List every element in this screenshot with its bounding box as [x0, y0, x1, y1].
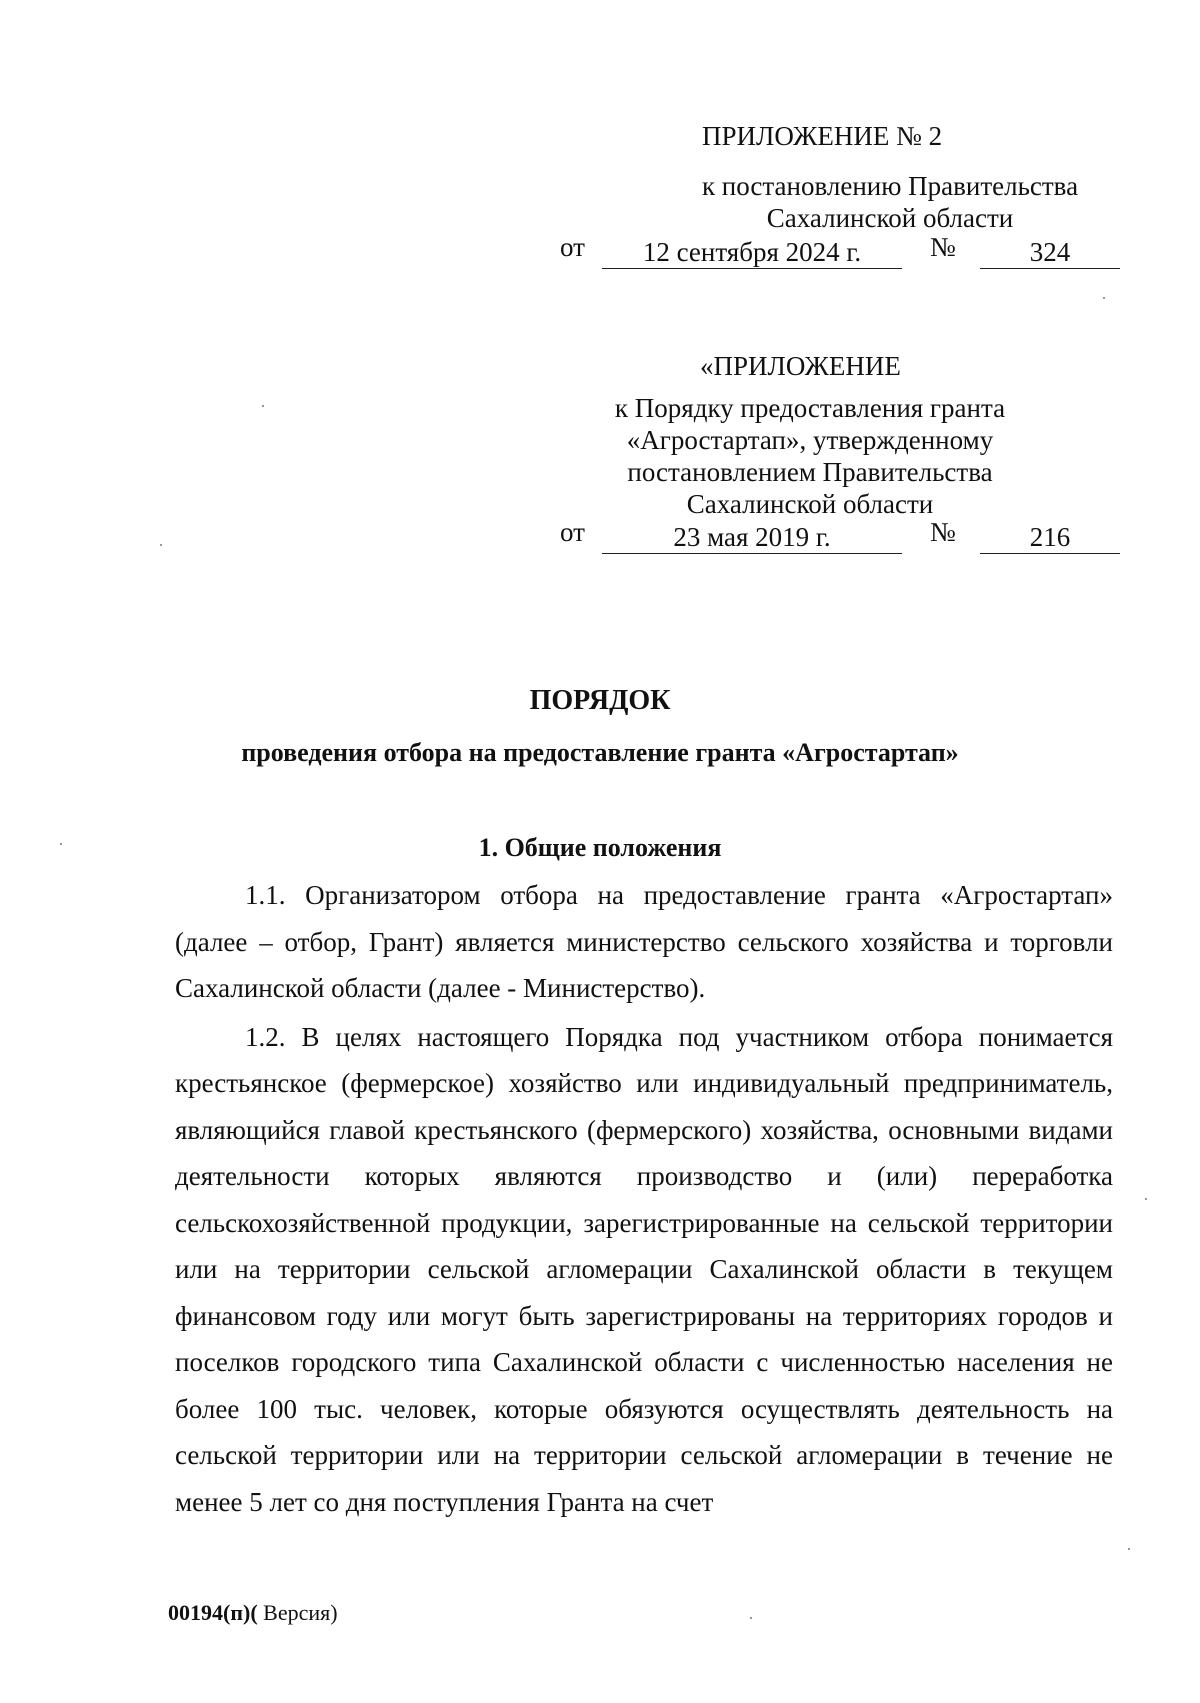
document-footer-code [168, 1600, 338, 1626]
resolution-line-1: к постановлению Правительства [701, 171, 1079, 201]
scan-speck [160, 544, 162, 546]
order-line-4: Сахалинской области [686, 489, 934, 519]
scan-speck [1128, 1548, 1130, 1550]
document-title: ПОРЯДОК [529, 685, 671, 716]
order-number: 216 [980, 521, 1120, 554]
scan-speck [1103, 297, 1105, 299]
resolution-line-2: Сахалинской области [766, 203, 1014, 233]
resolution-date-number-row [560, 232, 1120, 269]
paragraph-1-2: 1.2. В целях настоящего Порядка под участником отбора понимается крестьянское (фермерское) хозяйство или индивидуальный предприниматель, являющийся главой крестьянского (фермерского) хозяйства, основными видами деятельности которых являются производство и (или) переработка сельскохозяйственной продукции, зарегистрированные на сельской территории или на территории сельской агломерации Сахалинской области в текущем финансовом году или могут быть зарегистрированы на территориях городов и поселков городского типа Сахалинской области с численностью населения не более 100 тыс. человек, которые обязуются осуществлять деятельность на сельской территории или на территории сельской агломерации в течение не менее 5 лет со дня поступления Гранта на счет [175, 1021, 1113, 1517]
scan-speck [1145, 1198, 1147, 1200]
order-line-3: постановлением Правительства [627, 457, 993, 487]
number-sign: № [930, 517, 956, 547]
date-prefix: от [560, 517, 585, 547]
order-date-number-row [560, 517, 1120, 554]
resolution-date: 12 сентября 2024 г. [602, 236, 902, 269]
footer-code-bold: 00194(п)( [168, 1600, 258, 1625]
document-body [175, 872, 1113, 1525]
section-heading: 1. Общие положения [478, 833, 722, 862]
footer-version: Версия) [257, 1600, 338, 1625]
order-date: 23 мая 2019 г. [602, 521, 902, 554]
document-subtitle: проведения отбора на предоставление гранта «Агростартап» [241, 738, 959, 767]
resolution-reference [560, 170, 1079, 234]
order-reference [560, 392, 1060, 520]
appendix-title: ПРИЛОЖЕНИЕ № 2 [702, 121, 943, 151]
date-prefix: от [560, 232, 585, 262]
scan-speck [262, 405, 264, 407]
number-sign: № [930, 232, 956, 262]
scan-speck [60, 843, 62, 845]
appendix-original-title: «ПРИЛОЖЕНИЕ [700, 351, 901, 381]
scan-speck [750, 1617, 752, 1619]
order-line-1: к Порядку предоставления гранта [614, 393, 1006, 423]
resolution-number: 324 [980, 236, 1120, 269]
order-line-2: «Агростартап», утвержденному [626, 425, 994, 455]
paragraph-1-1: 1.1. Организатором отбора на предоставление гранта «Агростартап» (далее – отбор, Грант) является министерство сельского хозяйства и торговли Сахалинской области (далее - Министерство). [175, 880, 1113, 1003]
